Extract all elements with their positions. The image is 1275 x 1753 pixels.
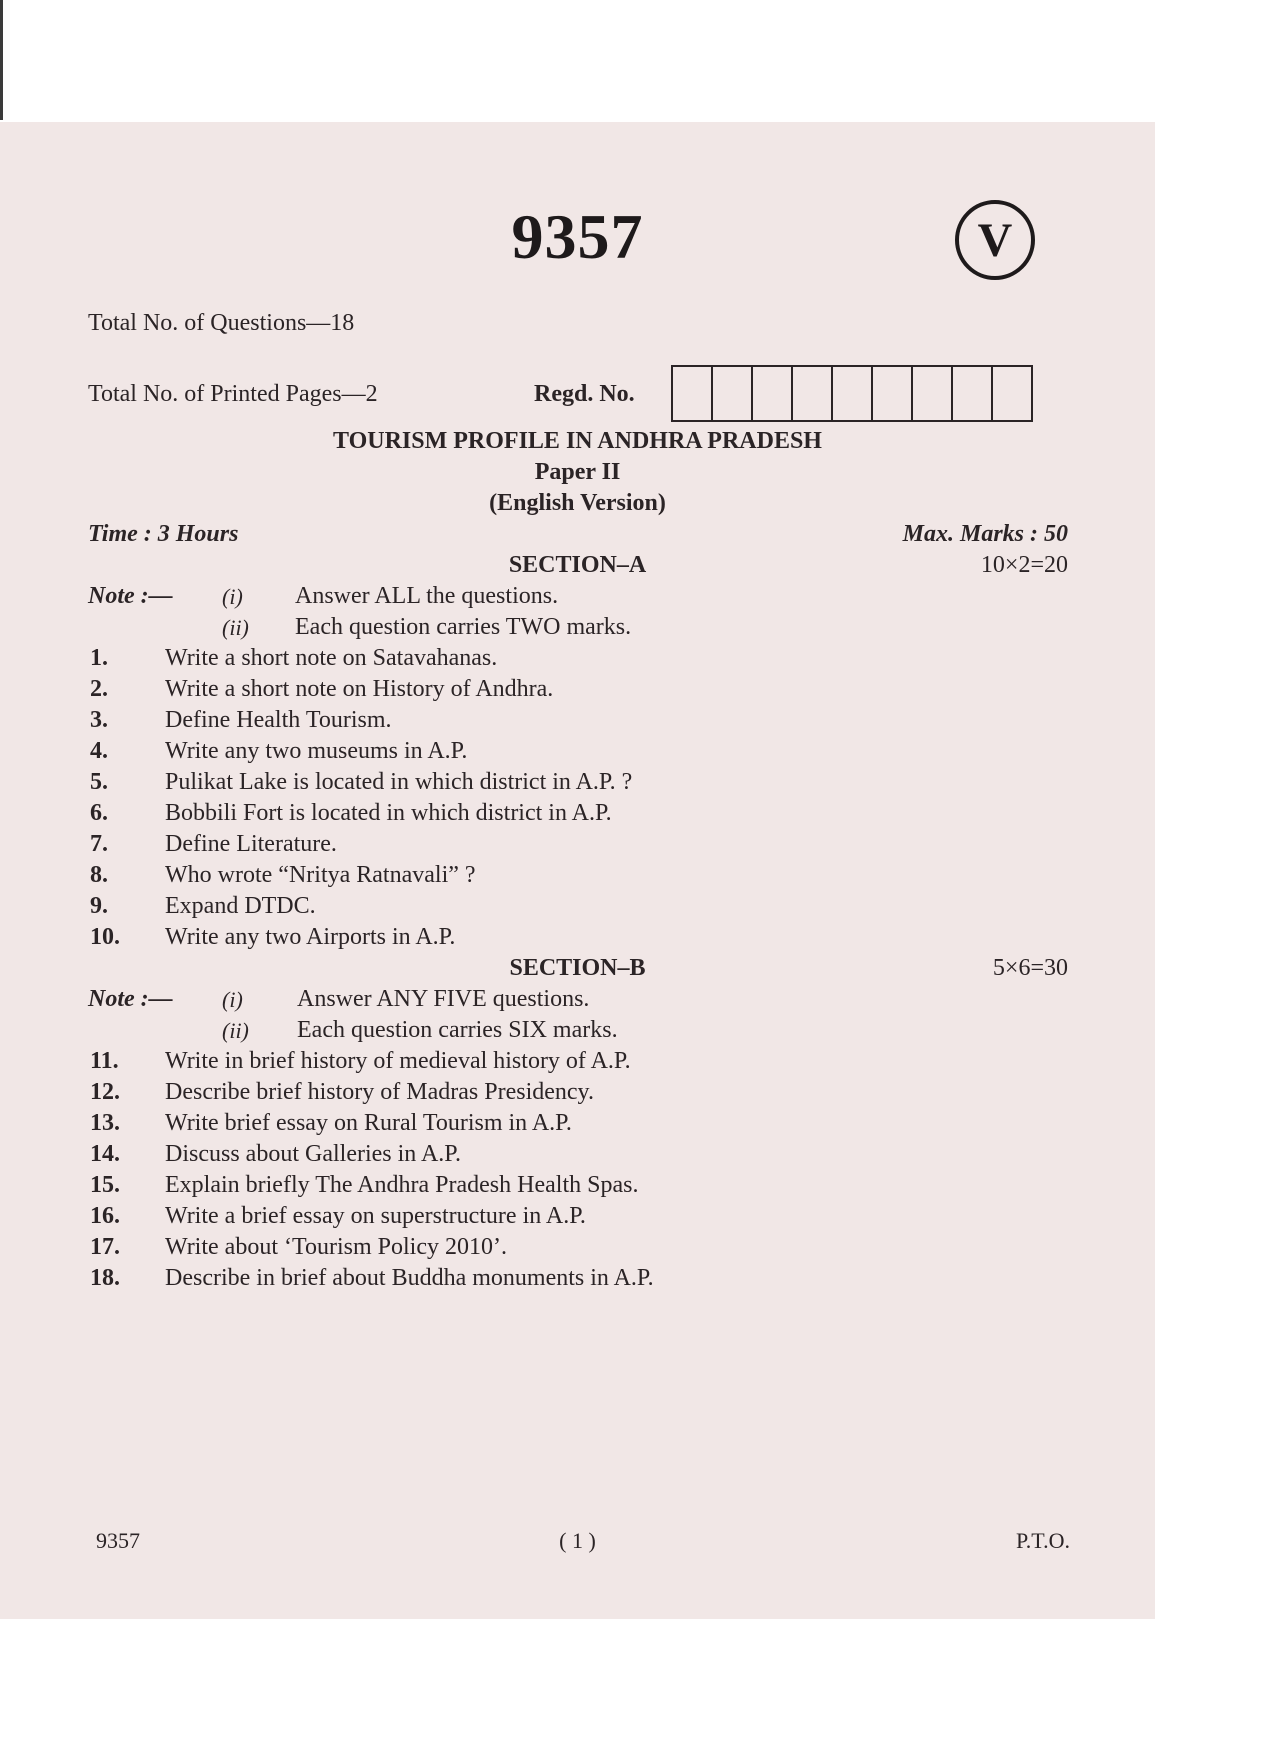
question-number: 12.	[90, 1079, 120, 1105]
question-text: Discuss about Galleries in A.P.	[165, 1141, 461, 1167]
question-text: Define Health Tourism.	[165, 707, 392, 733]
question-text: Pulikat Lake is located in which district in A.P. ?	[165, 769, 633, 795]
footer-page-number: ( 1 )	[559, 1528, 596, 1553]
regd-digit-box[interactable]	[793, 367, 833, 420]
question-text: Write any two Airports in A.P.	[165, 924, 456, 950]
question-number: 8.	[90, 862, 108, 888]
question-text: Expand DTDC.	[165, 893, 316, 919]
regd-digit-box[interactable]	[873, 367, 913, 420]
question-number: 11.	[90, 1048, 119, 1074]
max-marks: Max. Marks : 50	[902, 521, 1068, 547]
question-text: Describe brief history of Madras Presidency.	[165, 1079, 594, 1105]
section-b-marks: 5×6=30	[992, 955, 1068, 981]
question-text: Bobbili Fort is located in which district in A.P.	[165, 800, 612, 826]
question-number: 17.	[90, 1234, 120, 1260]
question-number: 7.	[90, 831, 108, 857]
note-number: (i)	[222, 584, 243, 609]
question-text: Write brief essay on Rural Tourism in A.P.	[165, 1110, 572, 1136]
question-text: Write about ‘Tourism Policy 2010’.	[165, 1234, 507, 1260]
question-text: Write a short note on History of Andhra.	[165, 676, 554, 702]
section-a-note-label: Note :—	[88, 583, 173, 609]
question-text: Explain briefly The Andhra Pradesh Health Spas.	[165, 1172, 639, 1198]
question-text: Write any two museums in A.P.	[165, 738, 468, 764]
section-b-title: SECTION–B	[509, 955, 646, 981]
time-allowed: Time : 3 Hours	[88, 521, 239, 547]
question-number: 10.	[90, 924, 120, 950]
question-text: Describe in brief about Buddha monuments in A.P.	[165, 1265, 654, 1291]
question-text: Write in brief history of medieval history of A.P.	[165, 1048, 631, 1074]
language-version: (English Version)	[489, 490, 666, 516]
question-text: Who wrote “Nritya Ratnavali” ?	[165, 862, 476, 888]
note-number: (ii)	[222, 1018, 249, 1043]
question-number: 18.	[90, 1265, 120, 1291]
question-number: 14.	[90, 1141, 120, 1167]
note-number: (ii)	[222, 615, 249, 640]
section-a-title: SECTION–A	[508, 552, 647, 578]
footer-pto: P.T.O.	[1016, 1528, 1070, 1553]
section-a-marks: 10×2=20	[980, 552, 1068, 578]
question-number: 2.	[90, 676, 108, 702]
question-number: 9.	[90, 893, 108, 919]
regd-number-boxes[interactable]	[671, 365, 1033, 422]
note-text: Answer ALL the questions.	[295, 583, 559, 609]
regd-label: Regd. No.	[534, 381, 635, 407]
total-questions: Total No. of Questions—18	[88, 310, 355, 336]
scan-edge	[0, 0, 3, 120]
regd-digit-box[interactable]	[673, 367, 713, 420]
note-number: (i)	[222, 987, 243, 1012]
total-pages: Total No. of Printed Pages—2	[88, 381, 378, 407]
question-number: 1.	[90, 645, 108, 671]
version-badge: V	[955, 200, 1035, 280]
note-text: Each question carries SIX marks.	[297, 1017, 618, 1043]
question-number: 5.	[90, 769, 108, 795]
question-text: Write a short note on Satavahanas.	[165, 645, 498, 671]
exam-title: TOURISM PROFILE IN ANDHRA PRADESH	[333, 428, 822, 454]
regd-digit-box[interactable]	[713, 367, 753, 420]
paper-code: 9357	[511, 201, 644, 272]
question-text: Define Literature.	[165, 831, 337, 857]
regd-digit-box[interactable]	[753, 367, 793, 420]
regd-digit-box[interactable]	[913, 367, 953, 420]
question-text: Write a brief essay on superstructure in A.P.	[165, 1203, 586, 1229]
regd-digit-box[interactable]	[953, 367, 993, 420]
regd-digit-box[interactable]	[833, 367, 873, 420]
footer-code: 9357	[96, 1528, 140, 1553]
paper-number: Paper II	[534, 459, 621, 485]
question-number: 15.	[90, 1172, 120, 1198]
section-b-note-label: Note :—	[88, 986, 173, 1012]
question-number: 6.	[90, 800, 108, 826]
note-text: Answer ANY FIVE questions.	[297, 986, 590, 1012]
question-number: 16.	[90, 1203, 120, 1229]
question-number: 4.	[90, 738, 108, 764]
note-text: Each question carries TWO marks.	[295, 614, 632, 640]
regd-digit-box[interactable]	[993, 367, 1031, 420]
question-number: 3.	[90, 707, 108, 733]
question-number: 13.	[90, 1110, 120, 1136]
